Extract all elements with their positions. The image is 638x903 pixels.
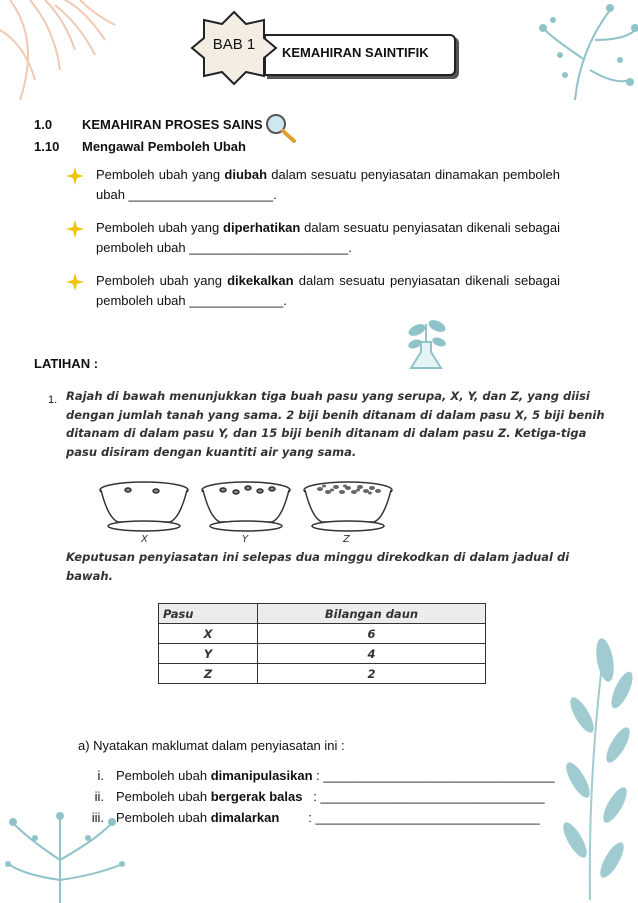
item-number: i.: [97, 768, 104, 783]
answer-blank[interactable]: _______________________________: [315, 810, 540, 825]
pot-y: [202, 482, 290, 531]
pot-label: Y: [242, 534, 249, 545]
part-a-prompt: a) Nyatakan maklumat dalam penyiasatan ini :: [78, 738, 345, 753]
question-number: 1.: [48, 394, 58, 406]
flask-plant-icon: [397, 316, 457, 372]
table-header: Bilangan daun: [258, 604, 486, 624]
magnifier-icon: [263, 112, 299, 144]
item-number: ii.: [94, 789, 104, 804]
leaf-decoration-icon: [515, 0, 638, 110]
result-text: Keputusan penyiasatan ini selepas dua minggu direkodkan di dalam jadual di bawah.: [66, 550, 570, 583]
item-number: iii.: [91, 810, 104, 825]
sparkle-icon: [66, 167, 84, 185]
question-text: Rajah di bawah menunjukkan tiga buah pasu yang serupa, X, Y, dan Z, yang diisi dengan jumlah tanah yang sama. 2 biji benih ditanam di dalam pasu X, 5 biji benih ditanam di dalam pasu Y, dan 15 biji benih ditanam di dalam pasu Z. Ketiga-tiga pasu disiram dengan kuantiti air yang sama.: [66, 389, 605, 459]
table-row: X 6: [159, 624, 486, 644]
answer-item: Pemboleh ubah dimalarkan : _______________________________: [116, 810, 540, 825]
answer-blank[interactable]: ________________________________: [323, 768, 555, 783]
bullet-item: Pemboleh ubah yang diubah dalam sesuatu penyiasatan dinamakan pemboleh ubah ____________________.: [96, 167, 561, 202]
sparkle-icon: [66, 220, 84, 238]
leaf-decoration-icon: [0, 0, 120, 110]
bullet-item: Pemboleh ubah yang diperhatikan dalam sesuatu penyiasatan dikenali sebagai pemboleh ubah ______________________.: [96, 220, 561, 255]
table-header: Pasu: [159, 604, 258, 624]
chapter-title: KEMAHIRAN SAINTIFIK: [282, 45, 429, 60]
results-table: [158, 603, 486, 684]
subsection-title: Mengawal Pemboleh Ubah: [82, 139, 246, 154]
table-row: Y 4: [159, 644, 486, 664]
subsection-number: 1.10: [34, 139, 60, 154]
section-title: KEMAHIRAN PROSES SAINS: [82, 117, 263, 132]
pot-x: [100, 482, 188, 531]
leaf-decoration-icon: [560, 620, 638, 903]
pot-label: Z: [343, 534, 350, 545]
answer-item: Pemboleh ubah dimanipulasikan : ________________________________: [116, 768, 555, 783]
chapter-number: BAB 1: [212, 36, 256, 53]
pot-label: X: [141, 534, 148, 545]
section-number: 1.0: [34, 117, 53, 132]
leaf-decoration-icon: [0, 800, 130, 903]
sparkle-icon: [66, 273, 84, 291]
answer-item: Pemboleh ubah bergerak balas : _______________________________: [116, 789, 545, 804]
answer-blank[interactable]: _______________________________: [320, 789, 545, 804]
exercise-title: LATIHAN :: [34, 356, 99, 371]
bullet-item: Pemboleh ubah yang dikekalkan dalam sesuatu penyiasatan dikenali sebagai pemboleh ubah _____________.: [96, 273, 560, 308]
table-row: Z 2: [159, 664, 486, 684]
